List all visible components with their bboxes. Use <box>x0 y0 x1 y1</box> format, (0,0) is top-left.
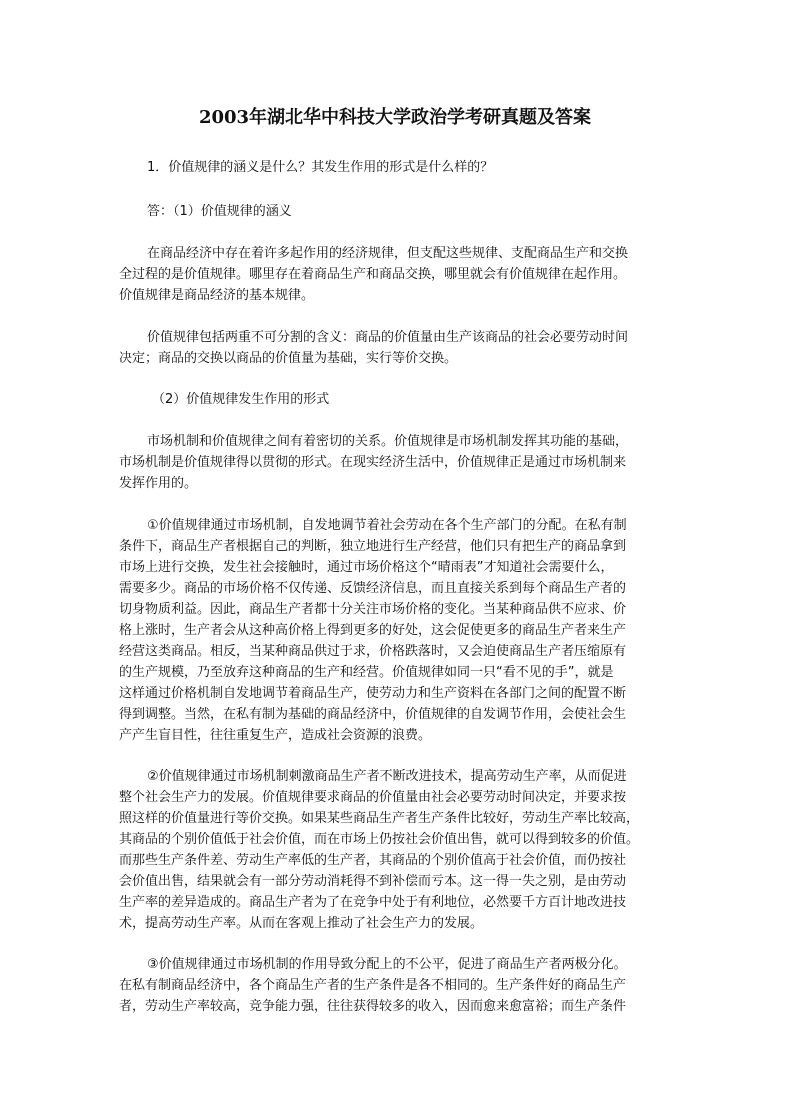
section-heading: （2）价值规律发生作用的形式 <box>152 392 330 407</box>
paragraph-line: 市场上进行交换，发生社会接触时，通过市场价格这个“晴雨表”才知道社会需要什么， <box>119 560 614 575</box>
paragraph-line: 价值规律包括两重不可分割的含义：商品的价值量由生产该商品的社会必要劳动时间 <box>147 330 629 345</box>
paragraph-line: 而那些生产条件差、劳动生产率低的生产者，其商品的个别价值高于社会价值，而仍按社 <box>119 853 627 868</box>
paragraph-line: 的生产规模，乃至放弃这种商品的生产和经营。价值规律如同一只“看不见的手”，就是 <box>119 665 614 680</box>
paragraph-line: 在商品经济中存在着许多起作用的经济规律，但支配这些规律、支配商品生产和交换 <box>147 246 629 261</box>
paragraph-line: 市场机制和价值规律之间有着密切的关系。价值规律是市场机制发挥其功能的基础， <box>147 434 629 449</box>
paragraph-line: 这样通过价格机制自发地调节着商品生产，使劳动力和生产资料在各部门之间的配置不断 <box>119 686 627 701</box>
document-title: 2003年湖北华中科技大学政治学考研真题及答案 <box>198 107 592 128</box>
paragraph-line: 得到调整。当然，在私有制为基础的商品经济中，价值规律的自发调节作用，会使社会生 <box>119 707 627 722</box>
paragraph-line: 整个社会生产力的发展。价值规律要求商品的价值量由社会必要劳动时间决定，并要求按 <box>119 790 627 805</box>
paragraph-line: 格上涨时，生产者会从这种高价格上得到更多的好处，这会促使更多的商品生产者来生产 <box>119 623 627 638</box>
paragraph-line: 需要多少。商品的市场价格不仅传递、反馈经济信息，而且直接关系到每个商品生产者的 <box>119 581 627 596</box>
paragraph-line: 生产率的差异造成的。商品生产者为了在竞争中处于有利地位，必然要千方百计地改进技 <box>119 895 627 910</box>
paragraph-line: 条件下，商品生产者根据自己的判断，独立地进行生产经营，他们只有把生产的商品拿到 <box>119 539 627 554</box>
paragraph-line: 在私有制商品经济中，各个商品生产者的生产条件是各不相同的。生产条件好的商品生产 <box>119 978 627 993</box>
paragraph-line: 术，提高劳动生产率。从而在客观上推动了社会生产力的发展。 <box>119 916 484 931</box>
paragraph-line: 照这样的价值量进行等价交换。如果某些商品生产者生产条件比较好，劳动生产率比较高， <box>119 811 640 826</box>
paragraph-line: ③价值规律通过市场机制的作用导致分配上的不公平，促进了商品生产者两极分化。 <box>147 957 627 972</box>
paragraph-line: 价值规律是商品经济的基本规律。 <box>119 288 315 303</box>
paragraph-line: 发挥作用的。 <box>119 476 198 491</box>
paragraph-line: 全过程的是价值规律。哪里存在着商品生产和商品交换，哪里就会有价值规律在起作用。 <box>119 267 627 282</box>
paragraph-line: 会价值出售，结果就会有一部分劳动消耗得不到补偿而亏本。这一得一失之别，是由劳动 <box>119 874 627 889</box>
paragraph-line: 者，劳动生产率较高，竞争能力强，往往获得较多的收入，因而愈来愈富裕；而生产条件 <box>119 999 627 1014</box>
question-text: 1．价值规律的涵义是什么？其发生作用的形式是什么样的？ <box>147 160 494 175</box>
paragraph-line: 产产生盲目性，往往重复生产，造成社会资源的浪费。 <box>119 728 432 743</box>
paragraph-line: ②价值规律通过市场机制刺激商品生产者不断改进技术，提高劳动生产率，从而促进 <box>147 769 627 784</box>
paragraph-line: 经营这类商品。相反，当某种商品供过于求，价格跌落时，又会迫使商品生产者压缩原有 <box>119 644 627 659</box>
answer-heading: 答：（1）价值规律的涵义 <box>147 204 292 219</box>
paragraph-line: 市场机制是价值规律得以贯彻的形式。在现实经济生活中，价值规律正是通过市场机制来 <box>119 455 627 470</box>
paragraph-line: 切身物质利益。因此，商品生产者都十分关注市场价格的变化。当某种商品供不应求、价 <box>119 602 627 617</box>
paragraph-line: 其商品的个别价值低于社会价值，而在市场上仍按社会价值出售，就可以得到较多的价值。 <box>119 832 640 847</box>
paragraph-line: 决定；商品的交换以商品的价值量为基础，实行等价交换。 <box>119 351 458 366</box>
paragraph-line: ①价值规律通过市场机制，自发地调节着社会劳动在各个生产部门的分配。在私有制 <box>147 518 627 533</box>
